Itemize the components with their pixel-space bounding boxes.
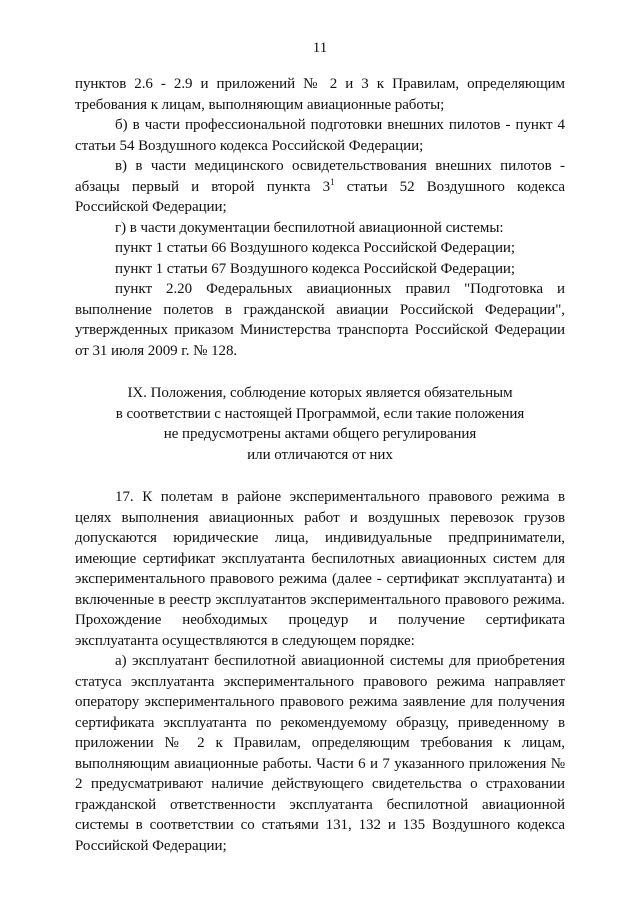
paragraph-item-b: б) в части профессиональной подготовки внешних пилотов - пункт 4 статьи 54 Воздушного кодекса Российской Федерации;: [75, 117, 565, 154]
paragraph-item-v-text-end: статьи 52 Воздушного кодекса Российской Федерации;: [75, 178, 565, 215]
superscript-number: 1: [330, 176, 335, 187]
paragraph-item-v: [75, 156, 565, 218]
paragraph-ref-2-20: пункт 2.20 Федеральных авиационных правил "Подготовка и выполнение полетов в гражданской авиации Российской Федерации", утвержденных приказом Министерства транспорта Российской Федерации от 31 июля 2009 г. № 128.: [75, 281, 565, 359]
paragraph-item-v-text: в) в части медицинского освидетельствования внешних пилотов - абзацы первый и второй пункта 3: [75, 158, 565, 195]
page-number: 11: [312, 40, 328, 56]
section-heading-line: в соответствии с настоящей Программой, если такие положения: [115, 405, 525, 422]
paragraph-ref-66: пункт 1 статьи 66 Воздушного кодекса Российской Федерации;: [115, 240, 516, 256]
paragraph-item-g: г) в части документации беспилотной авиационной системы:: [115, 219, 504, 236]
section-heading-line: IX. Положения, соблюдение которых является обязательным: [127, 385, 513, 401]
section-heading-line: не предусмотрены актами общего регулирования: [163, 426, 477, 442]
paragraph-item-a: а) эксплуатант беспилотной авиационной системы для приобретения статуса эксплуатанта экспериментального правового режима направляет оператору экспериментального правового режима заявление для получения сертификата эксплуатанта по рекомендуемому образцу, приведенному в приложении № 2 к Правилам, определяющим требования к лицам, выполняющим авиационные работы. Части 6 и 7 указанного приложения № 2 предусматривают наличие действующего свидетельства о страховании гражданской ответственности эксплуатанта беспилотной авиационной системы в соответствии со статьями 131, 132 и 135 Воздушного кодекса Российской Федерации;: [75, 653, 565, 854]
document-body: [75, 74, 565, 856]
section-heading: [75, 383, 565, 465]
paragraph-continuation: пунктов 2.6 - 2.9 и приложений № 2 и 3 к Правилам, определяющим требования к лицам, выполняющим авиационные работы;: [75, 76, 565, 113]
paragraph-17: 17. К полетам в районе экспериментального правового режима в целях выполнения авиационных работ и воздушных перевозок грузов допускаются юридические лица, индивидуальные предприниматели, имеющие сертификат эксплуатанта беспилотных авиационных систем для экспериментального правового режима (далее - сертификат эксплуатанта) и включенные в реестр эксплуатантов экспериментального правового режима. Прохождение необходимых процедур и получение сертификата эксплуатанта осуществляются в следующем порядке:: [75, 489, 565, 649]
section-heading-line: или отличаются от них: [247, 446, 393, 463]
paragraph-ref-67: пункт 1 статьи 67 Воздушного кодекса Российской Федерации;: [115, 260, 516, 277]
